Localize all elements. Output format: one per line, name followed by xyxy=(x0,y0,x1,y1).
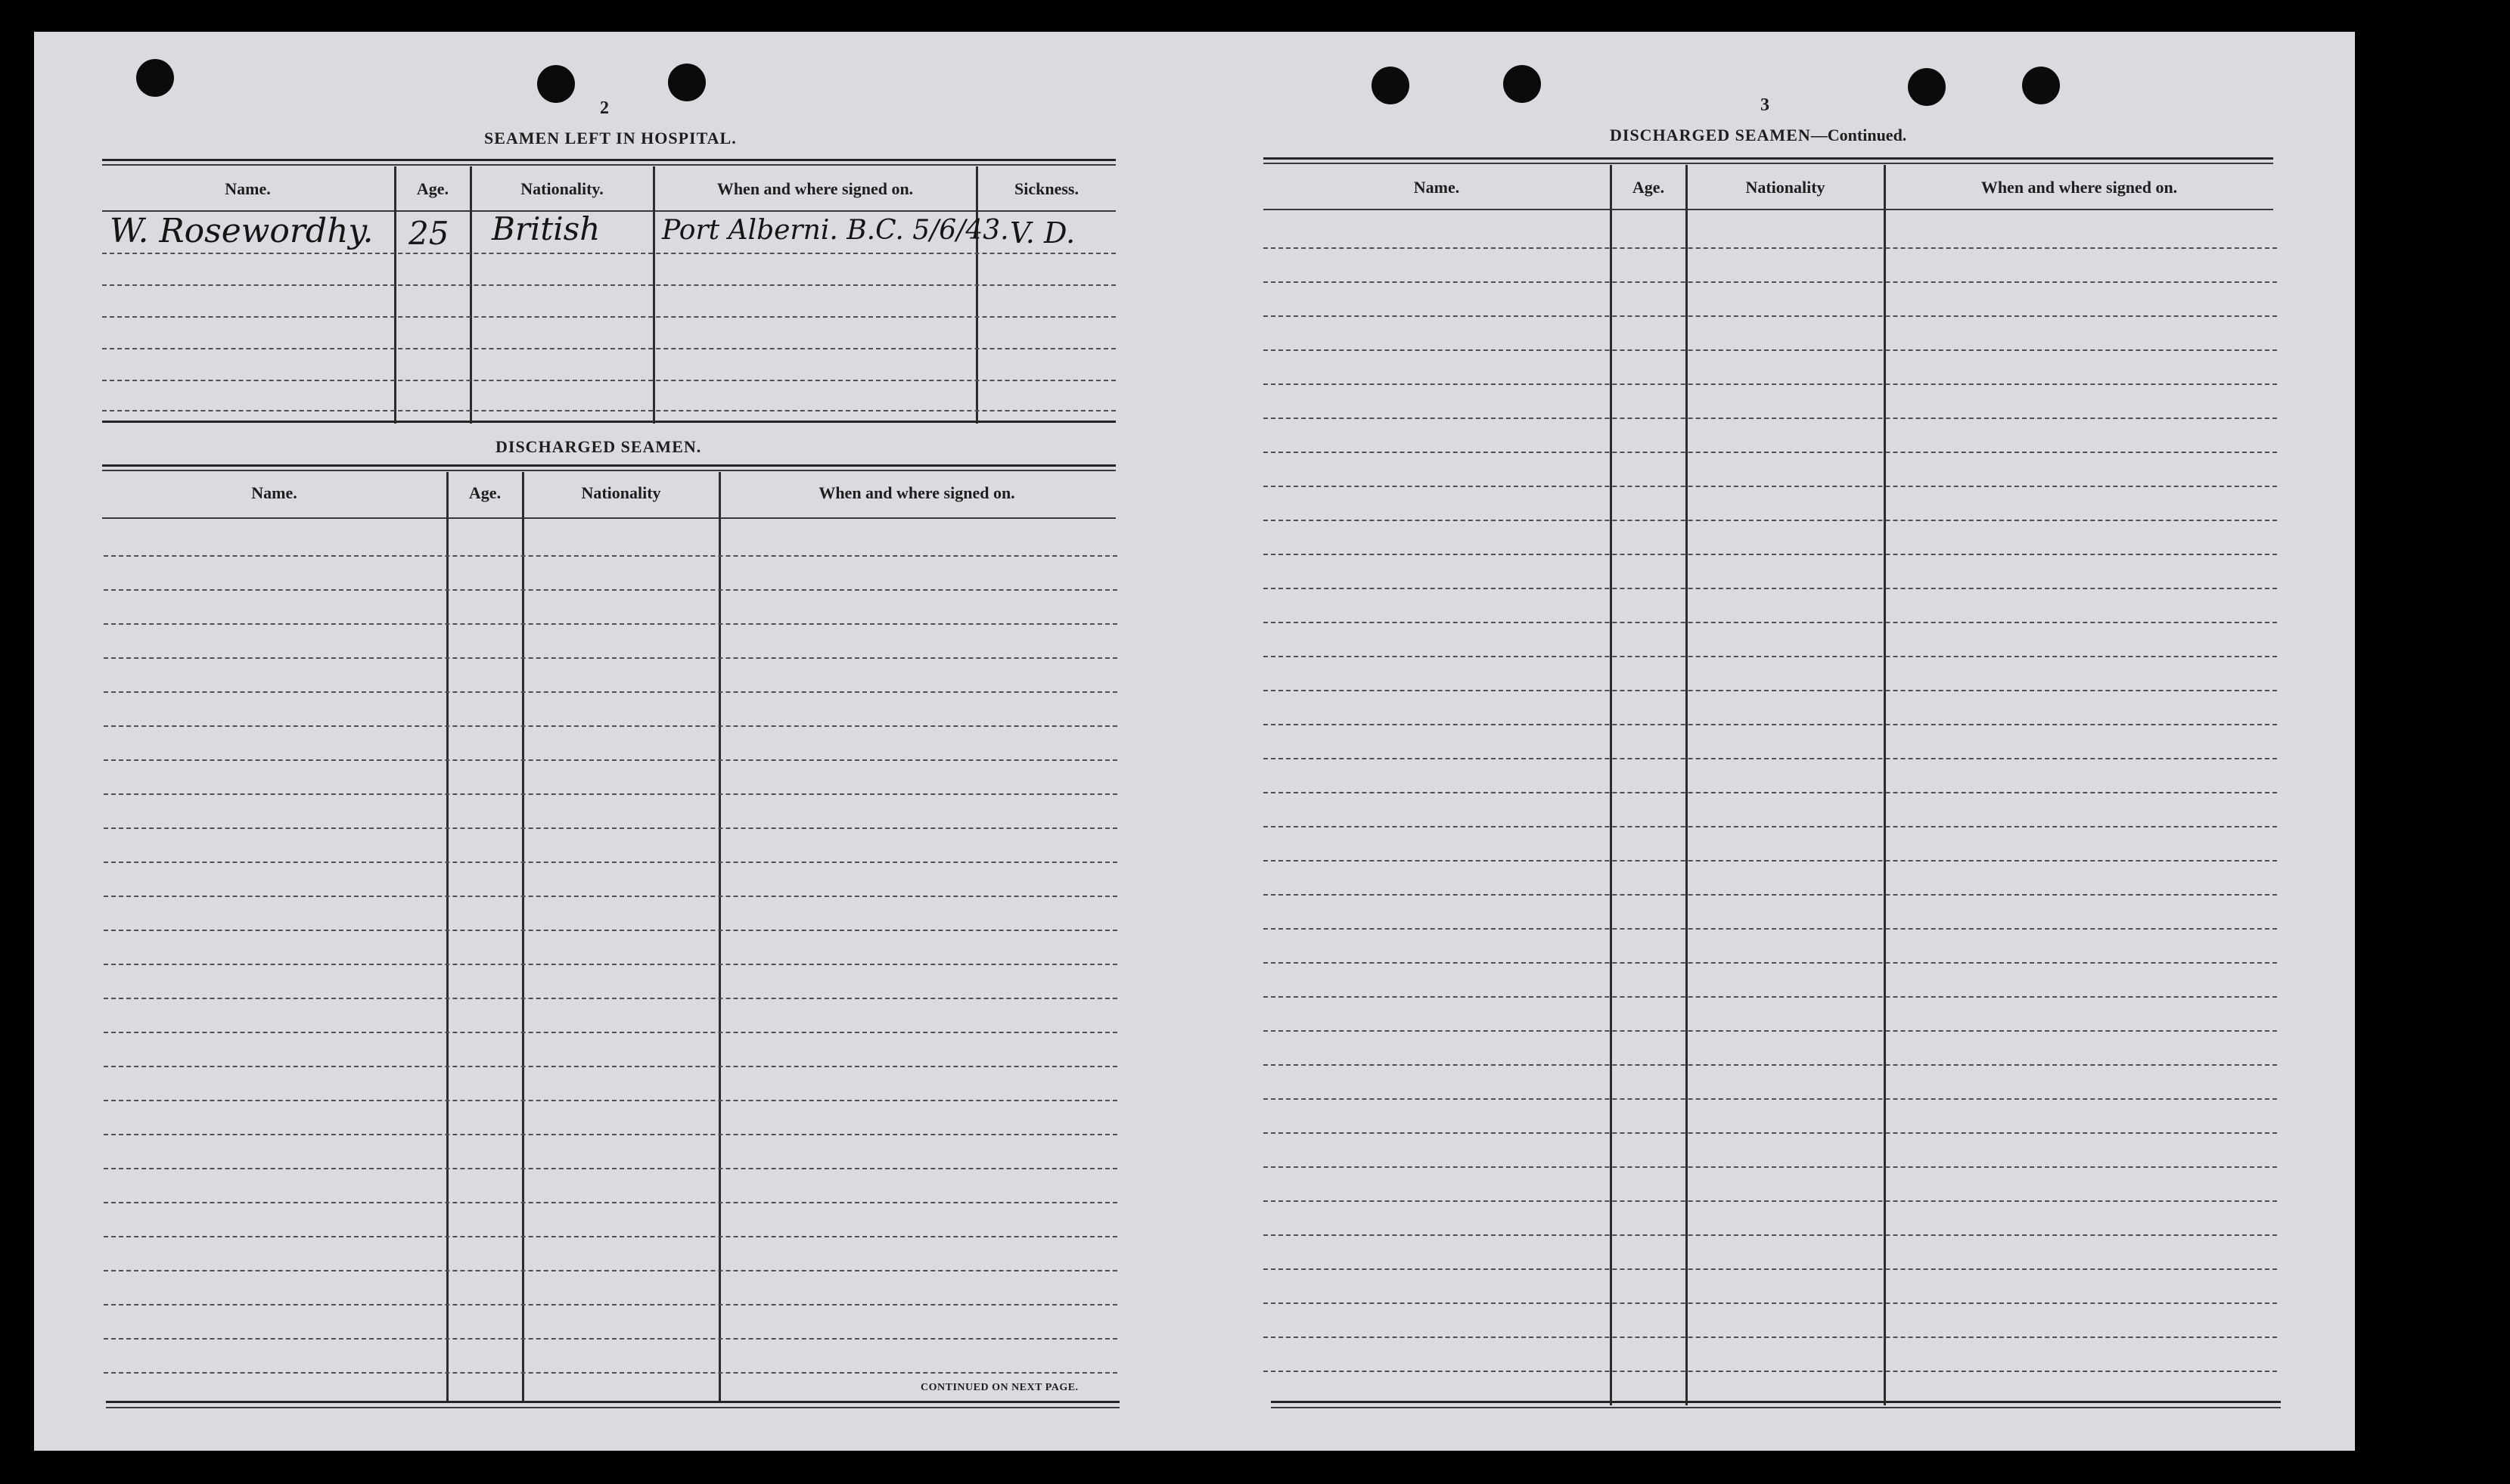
hospital-header-age: Age. xyxy=(416,179,449,198)
discharged-col-divider xyxy=(719,472,721,1402)
right-col-divider xyxy=(1685,165,1688,1405)
ledger-row-line xyxy=(1263,418,2277,419)
hospital-section-title: SEAMEN LEFT IN HOSPITAL. xyxy=(484,129,737,147)
ledger-row-line xyxy=(1263,1132,2277,1134)
right-top-rule-2 xyxy=(1263,163,2273,164)
ledger-row-line xyxy=(1263,1371,2277,1372)
left-page-number: 2 xyxy=(600,98,609,118)
right-section-title xyxy=(1610,126,1906,145)
right-top-rule xyxy=(1263,157,2273,160)
ledger-row-line xyxy=(104,555,1117,557)
discharged-bottom-rule xyxy=(106,1401,1120,1403)
hospital-entry-sickness: V. D. xyxy=(1010,216,1076,250)
ledger-row-line xyxy=(1263,962,2277,964)
ledger-row-line xyxy=(1263,724,2277,725)
ledger-row-line xyxy=(1263,1234,2277,1236)
ledger-row-line xyxy=(104,1134,1117,1135)
ledger-row-line xyxy=(104,998,1117,999)
ledger-sheet xyxy=(34,32,2355,1451)
ledger-row-line xyxy=(1263,1337,2277,1338)
ledger-row-line xyxy=(1263,656,2277,657)
hospital-header-sickness: Sickness. xyxy=(1014,179,1079,198)
ledger-row-line xyxy=(104,1032,1117,1033)
hospital-top-rule xyxy=(102,159,1116,161)
ledger-row-line xyxy=(104,657,1117,659)
right-col-divider xyxy=(1610,165,1612,1405)
punch-hole xyxy=(2022,67,2060,104)
hospital-header-name: Name. xyxy=(225,179,271,198)
hospital-col-divider xyxy=(394,166,396,424)
punch-hole xyxy=(537,65,575,103)
hospital-col-divider xyxy=(653,166,655,424)
ledger-row-line xyxy=(104,1100,1117,1101)
ledger-row-line xyxy=(104,691,1117,693)
ledger-row-line xyxy=(104,930,1117,931)
right-header-name: Name. xyxy=(1413,178,1460,197)
hospital-row-line xyxy=(102,316,1116,318)
ledger-row-line xyxy=(104,1236,1117,1237)
ledger-row-line xyxy=(1263,622,2277,623)
ledger-row-line xyxy=(1263,928,2277,930)
ledger-row-line xyxy=(1263,588,2277,589)
ledger-row-line xyxy=(1263,1166,2277,1168)
right-title-suffix: —Continued. xyxy=(1810,126,1907,144)
ledger-row-line xyxy=(1263,894,2277,896)
hospital-row-line xyxy=(102,284,1116,286)
right-header-signed-on: When and where signed on. xyxy=(1980,178,2178,197)
right-bottom-rule xyxy=(1271,1401,2281,1403)
ledger-row-line xyxy=(1263,247,2277,249)
ledger-row-line xyxy=(104,725,1117,727)
right-col-divider xyxy=(1884,165,1886,1405)
continued-note: CONTINUED ON NEXT PAGE. xyxy=(921,1382,1079,1393)
discharged-col-divider xyxy=(522,472,524,1402)
discharged-bottom-rule-2 xyxy=(106,1407,1120,1408)
discharged-top-rule xyxy=(102,464,1116,467)
ledger-row-line xyxy=(1263,1268,2277,1270)
ledger-row-line xyxy=(104,862,1117,863)
hospital-entry-nationality: British xyxy=(492,210,601,247)
ledger-row-line xyxy=(1263,860,2277,862)
punch-hole xyxy=(1503,65,1541,103)
ledger-row-line xyxy=(104,827,1117,829)
hospital-header-nationality: Nationality. xyxy=(520,179,604,198)
ledger-row-line xyxy=(1263,383,2277,385)
ledger-row-line xyxy=(104,964,1117,965)
punch-hole xyxy=(136,59,174,97)
ledger-row-line xyxy=(1263,1200,2277,1202)
hospital-row-line xyxy=(102,253,1116,254)
discharged-col-divider xyxy=(446,472,449,1402)
hospital-row-line xyxy=(102,380,1116,381)
right-header-age: Age. xyxy=(1632,178,1665,197)
ledger-row-line xyxy=(1263,792,2277,793)
ledger-row-line xyxy=(1263,349,2277,351)
ledger-row-line xyxy=(1263,826,2277,827)
hospital-header-signed-on: When and where signed on. xyxy=(716,179,914,198)
punch-hole xyxy=(1908,68,1946,106)
ledger-row-line xyxy=(1263,1302,2277,1304)
discharged-header-name: Name. xyxy=(251,483,297,502)
hospital-col-divider xyxy=(976,166,978,424)
ledger-row-line xyxy=(1263,1030,2277,1032)
right-page-number: 3 xyxy=(1760,95,1769,115)
ledger-row-line xyxy=(1263,281,2277,283)
ledger-row-line xyxy=(1263,554,2277,555)
punch-hole xyxy=(668,64,706,101)
punch-hole xyxy=(1371,67,1409,104)
ledger-row-line xyxy=(104,623,1117,625)
ledger-row-line xyxy=(1263,315,2277,317)
discharged-header-age: Age. xyxy=(468,483,502,502)
ledger-row-line xyxy=(104,1270,1117,1271)
hospital-top-rule-2 xyxy=(102,164,1116,166)
ledger-row-line xyxy=(104,1338,1117,1340)
ledger-row-line xyxy=(1263,690,2277,691)
discharged-header-rule xyxy=(102,517,1116,519)
ledger-row-line xyxy=(104,1168,1117,1169)
hospital-entry-name: W. Rosewordhy. xyxy=(110,212,374,250)
hospital-col-divider xyxy=(470,166,472,424)
ledger-row-line xyxy=(1263,520,2277,521)
ledger-row-line xyxy=(1263,996,2277,998)
ledger-row-line xyxy=(104,759,1117,761)
ledger-row-line xyxy=(104,1372,1117,1374)
ledger-row-line xyxy=(1263,1064,2277,1066)
ledger-row-line xyxy=(1263,486,2277,487)
hospital-entry-signed-on: Port Alberni. B.C. 5/6/43. xyxy=(662,215,1009,246)
ledger-row-line xyxy=(104,1066,1117,1067)
ledger-row-line xyxy=(1263,758,2277,759)
ledger-row-line xyxy=(104,1202,1117,1203)
ledger-row-line xyxy=(104,589,1117,591)
hospital-bottom-rule xyxy=(102,421,1116,423)
discharged-section-title: DISCHARGED SEAMEN. xyxy=(495,437,702,456)
ledger-row-line xyxy=(104,896,1117,897)
right-header-nationality: Nationality xyxy=(1745,178,1825,197)
discharged-top-rule-2 xyxy=(102,470,1116,471)
discharged-header-signed-on: When and where signed on. xyxy=(819,483,1015,502)
right-header-rule xyxy=(1263,209,2273,210)
hospital-row-line xyxy=(102,410,1116,411)
ledger-row-line xyxy=(104,793,1117,795)
hospital-row-line xyxy=(102,348,1116,349)
ledger-row-line xyxy=(1263,1098,2277,1100)
ledger-row-line xyxy=(104,1304,1117,1305)
ledger-row-line xyxy=(1263,452,2277,453)
right-bottom-rule-2 xyxy=(1271,1407,2281,1408)
right-title-main: DISCHARGED SEAMEN xyxy=(1610,126,1811,144)
discharged-header-nationality: Nationality xyxy=(581,483,661,502)
hospital-entry-age: 25 xyxy=(408,215,449,252)
